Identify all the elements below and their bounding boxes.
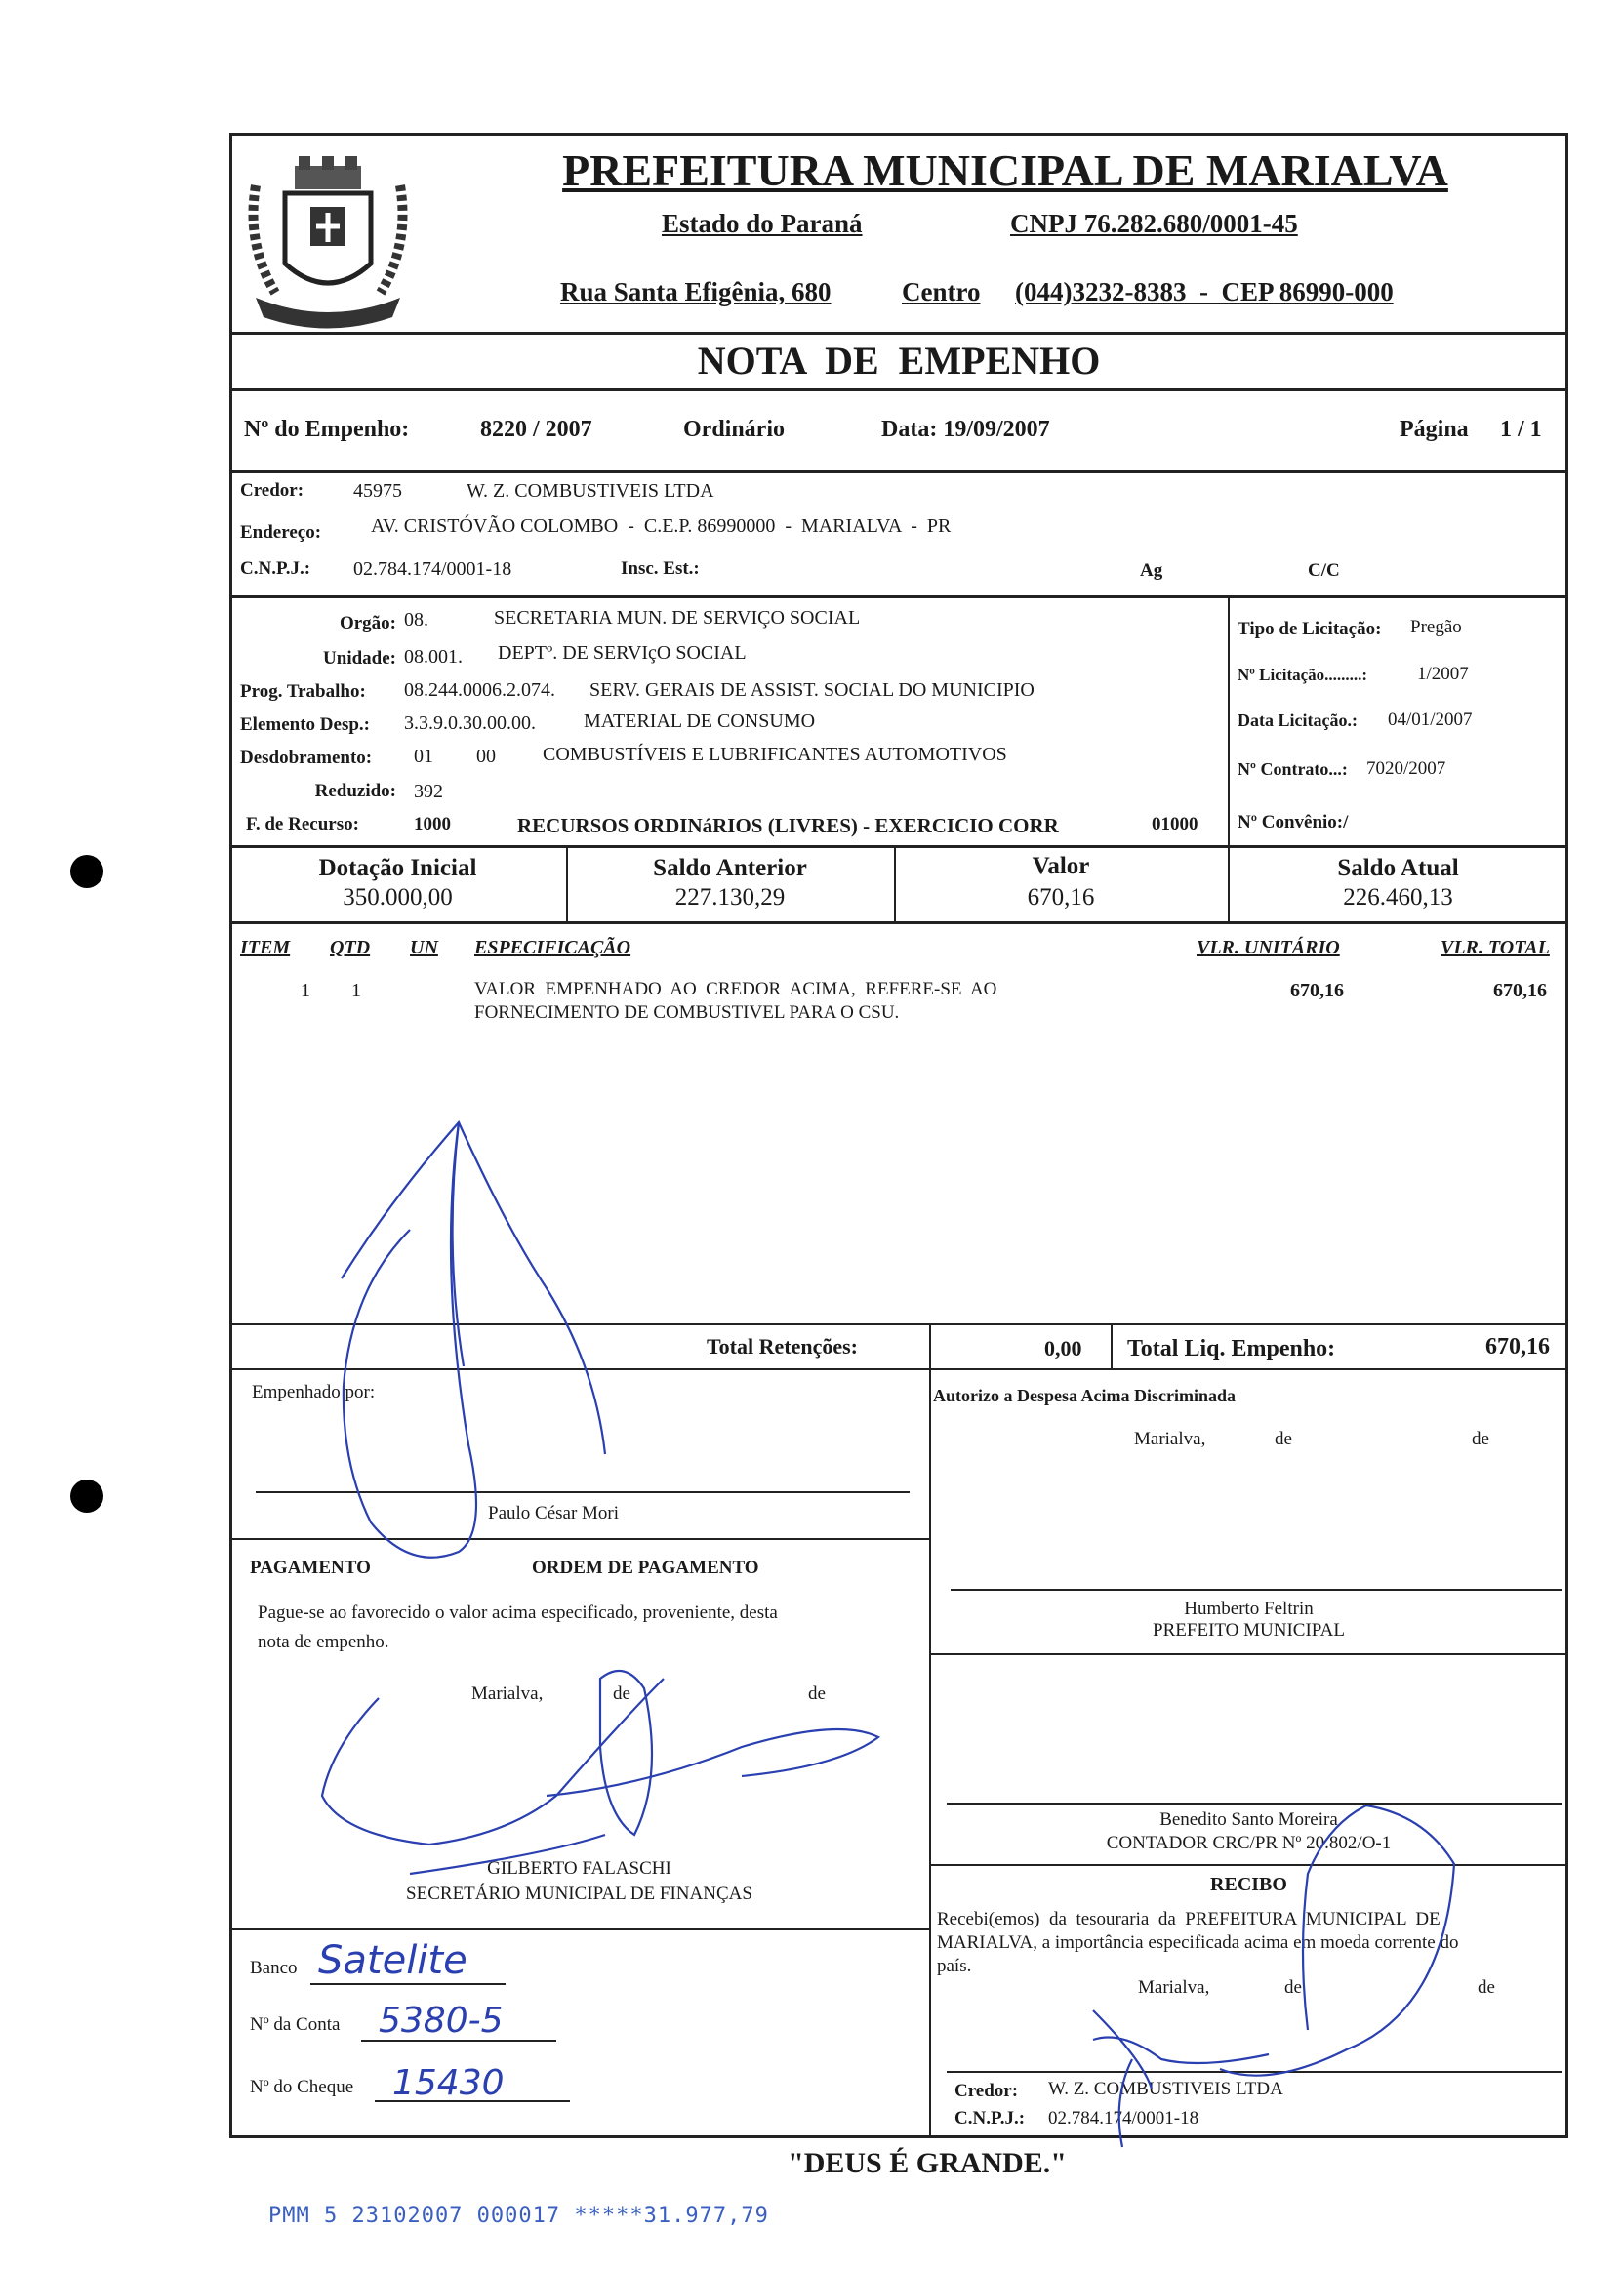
- saldo-atual-label: Saldo Atual: [1337, 855, 1459, 881]
- autorizo-de2: de: [1472, 1429, 1489, 1449]
- licitacao-num: 1/2007: [1417, 664, 1469, 684]
- credor-cnpj: 02.784.174/0001-18: [353, 558, 512, 580]
- reduzido: 392: [414, 781, 443, 802]
- desdob-label: Desdobramento:: [240, 748, 373, 768]
- licitacao-data: 04/01/2007: [1388, 710, 1473, 730]
- recibo-cnpj: 02.784.174/0001-18: [1048, 2108, 1199, 2129]
- recibo-label: RECIBO: [1210, 1874, 1287, 1895]
- cheque-value: 15430: [392, 2063, 505, 2103]
- motto: "DEUS É GRANDE.": [788, 2147, 1067, 2179]
- licitacao-tipo-label: Tipo de Licitação:: [1238, 619, 1382, 639]
- ag-label: Ag: [1140, 560, 1163, 581]
- empenhado-name: Paulo César Mori: [488, 1503, 620, 1523]
- credor-name: W. Z. COMBUSTIVEIS LTDA: [467, 480, 714, 502]
- address-label: Endereço:: [240, 522, 322, 543]
- recibo-credor-label: Credor:: [954, 2081, 1019, 2101]
- pagamento-city: Marialva,: [471, 1683, 544, 1704]
- prefeito-role: PREFEITO MUNICIPAL: [1153, 1620, 1345, 1641]
- contrato-label: Nº Contrato...:: [1238, 759, 1348, 779]
- pagamento-de1: de: [613, 1683, 630, 1704]
- prog-code: 08.244.0006.2.074.: [404, 679, 555, 701]
- recibo-city: Marialva,: [1138, 1977, 1210, 1998]
- orgao-name: SECRETARIA MUN. DE SERVIÇO SOCIAL: [494, 607, 861, 629]
- table-row-spec-line2: FORNECIMENTO DE COMBUSTIVEL PARA O CSU.: [474, 1002, 900, 1023]
- recibo-cnpj-label: C.N.P.J.:: [954, 2108, 1026, 2129]
- desdob-code1: 01: [414, 746, 433, 767]
- col-header-qtd: QTD: [330, 937, 371, 958]
- secretario-role: SECRETÁRIO MUNICIPAL DE FINANÇAS: [406, 1884, 752, 1904]
- secretario-name: GILBERTO FALASCHI: [487, 1858, 671, 1879]
- contador-name: Benedito Santo Moreira: [1159, 1809, 1338, 1830]
- recurso-code2: 01000: [1152, 814, 1198, 834]
- empenhado-label: Empenhado por:: [252, 1382, 376, 1402]
- autorizo-de1: de: [1275, 1429, 1292, 1449]
- liquido-label: Total Liq. Empenho:: [1127, 1336, 1336, 1361]
- table-row-spec-line1: VALOR EMPENHADO AO CREDOR ACIMA, REFERE-SE AO: [474, 979, 997, 999]
- reduzido-label: Reduzido:: [314, 781, 396, 801]
- conta-label: Nº da Conta: [250, 2014, 341, 2035]
- unidade-label: Unidade:: [323, 648, 396, 669]
- recurso-code: 1000: [414, 814, 451, 834]
- recibo-text2: MARIALVA, a importância especificada acima em moeda corrente do: [937, 1932, 1459, 1953]
- header-address: Rua Santa Efigênia, 680: [560, 277, 832, 306]
- empenho-date: Data: 19/09/2007: [881, 417, 1050, 442]
- cash-stamp: PMM 5 23102007 000017 *****31.977,79: [268, 2204, 769, 2228]
- empenho-number-label: Nº do Empenho:: [244, 417, 410, 442]
- retencoes: 0,00: [1044, 1336, 1082, 1360]
- licitacao-num-label: Nº Licitação.........:: [1238, 666, 1368, 684]
- retencoes-label: Total Retenções:: [707, 1334, 858, 1359]
- licitacao-data-label: Data Licitação.:: [1238, 710, 1358, 730]
- page-label: Página: [1400, 417, 1469, 442]
- banco-label: Banco: [250, 1958, 298, 1978]
- recurso-label: F. de Recurso:: [246, 814, 359, 834]
- header-phone-cep: (044)3232-8383 - CEP 86990-000: [1015, 277, 1394, 306]
- page-title: PREFEITURA MUNICIPAL DE MARIALVA: [562, 145, 1448, 195]
- valor: 670,16: [1027, 884, 1095, 911]
- elemento-code: 3.3.9.0.30.00.00.: [404, 712, 536, 734]
- doc-title: NOTA DE EMPENHO: [697, 339, 1101, 383]
- recibo-de2: de: [1478, 1977, 1495, 1998]
- prog-name: SERV. GERAIS DE ASSIST. SOCIAL DO MUNICIPIO: [589, 679, 1035, 701]
- autorizo-city: Marialva,: [1134, 1429, 1206, 1449]
- orgao-label: Orgão:: [339, 613, 396, 633]
- col-header-item: ITEM: [240, 937, 291, 958]
- pagamento-de2: de: [808, 1683, 826, 1704]
- recibo-text1: Recebi(emos) da tesouraria da PREFEITURA MUNICIPAL DE: [937, 1909, 1441, 1929]
- contrato: 7020/2007: [1366, 758, 1446, 779]
- pagamento-label: PAGAMENTO: [250, 1558, 371, 1578]
- banco-value: Satelite: [318, 1938, 467, 1983]
- unidade-code: 08.001.: [404, 646, 463, 668]
- elemento-name: MATERIAL DE CONSUMO: [584, 710, 816, 732]
- contador-role: CONTADOR CRC/PR Nº 20.802/O-1: [1106, 1833, 1392, 1853]
- pagamento-text2: nota de empenho.: [258, 1632, 389, 1652]
- valor-label: Valor: [1032, 853, 1090, 879]
- licitacao-tipo: Pregão: [1410, 617, 1462, 637]
- col-header-spec: ESPECIFICAÇÃO: [474, 937, 631, 958]
- saldo-anterior-label: Saldo Anterior: [653, 855, 807, 881]
- credor-label: Credor:: [240, 480, 304, 501]
- header-district: Centro: [902, 277, 981, 306]
- autorizo-label: Autorizo a Despesa Acima Discriminada: [933, 1386, 1236, 1405]
- credor-code: 45975: [353, 480, 402, 502]
- desdob-name: COMBUSTÍVEIS E LUBRIFICANTES AUTOMOTIVOS: [543, 744, 1007, 765]
- conta-value: 5380-5: [379, 2001, 504, 2041]
- table-row-unit: 670,16: [1290, 980, 1344, 1001]
- col-header-unit: VLR. UNITÁRIO: [1197, 937, 1340, 958]
- recibo-de1: de: [1284, 1977, 1302, 1998]
- empenho-number: 8220 / 2007: [480, 417, 592, 442]
- pagamento-text1: Pague-se ao favorecido o valor acima especificado, proveniente, desta: [258, 1602, 778, 1623]
- convenio-label: Nº Convênio:/: [1238, 812, 1349, 832]
- liquido: 670,16: [1485, 1334, 1550, 1359]
- recurso-name: RECURSOS ORDINáRIOS (LIVRES) - EXERCICIO CORR: [517, 814, 1059, 837]
- table-row-item: 1: [301, 980, 310, 1001]
- table-row-total: 670,16: [1493, 980, 1547, 1001]
- page-number: 1 / 1: [1500, 417, 1542, 442]
- credor-address: AV. CRISTÓVÃO COLOMBO - C.E.P. 86990000 - MARIALVA - PR: [371, 515, 952, 537]
- table-row-qtd: 1: [351, 980, 361, 1001]
- unidade-name: DEPTº. DE SERVIçO SOCIAL: [498, 642, 747, 664]
- prog-label: Prog. Trabalho:: [240, 681, 366, 702]
- col-header-total: VLR. TOTAL: [1441, 937, 1550, 958]
- cheque-label: Nº do Cheque: [250, 2077, 354, 2097]
- col-header-un: UN: [410, 937, 438, 958]
- orgao-code: 08.: [404, 609, 428, 630]
- saldo-anterior: 227.130,29: [674, 884, 786, 911]
- dotacao-inicial-label: Dotação Inicial: [318, 855, 477, 881]
- desdob-code2: 00: [476, 746, 496, 767]
- ordem-label: ORDEM DE PAGAMENTO: [532, 1558, 759, 1578]
- recibo-credor: W. Z. COMBUSTIVEIS LTDA: [1048, 2079, 1283, 2099]
- saldo-atual: 226.460,13: [1343, 884, 1453, 911]
- cc-label: C/C: [1308, 560, 1340, 581]
- elemento-label: Elemento Desp.:: [240, 714, 370, 735]
- recibo-text3: país.: [937, 1956, 972, 1976]
- cnpj-label: C.N.P.J.:: [240, 558, 311, 579]
- dotacao-inicial: 350.000,00: [343, 884, 453, 911]
- prefeito-name: Humberto Feltrin: [1184, 1599, 1314, 1619]
- empenho-type: Ordinário: [683, 417, 786, 442]
- insc-label: Insc. Est.:: [621, 558, 700, 579]
- header-cnpj: CNPJ 76.282.680/0001-45: [1010, 209, 1298, 238]
- state-name: Estado do Paraná: [662, 209, 863, 238]
